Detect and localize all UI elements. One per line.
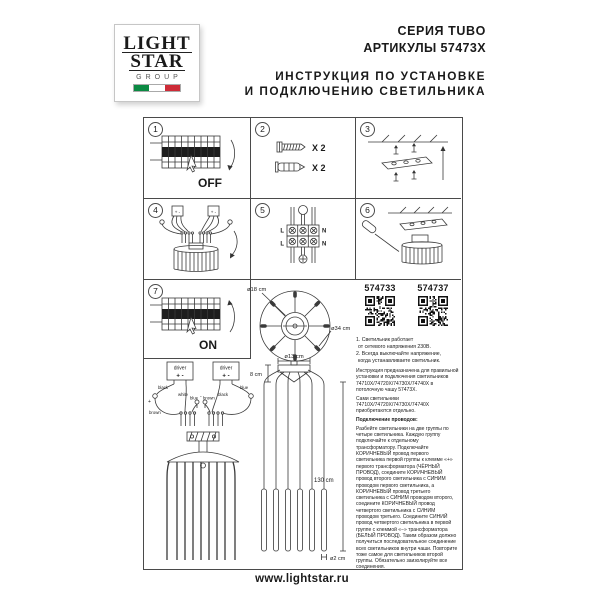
qr-code-icon xyxy=(418,296,448,326)
step-4-number: 4 xyxy=(148,203,163,218)
plus-label: + xyxy=(148,399,151,405)
step-5-cell xyxy=(251,199,356,280)
wire-label: white xyxy=(178,392,189,397)
step-4-cell xyxy=(144,199,251,280)
installation-instructions xyxy=(356,368,459,573)
length-label: 130 cm xyxy=(314,478,334,484)
arrow-up-icon xyxy=(441,146,446,151)
minus-label: - xyxy=(200,394,202,400)
instruction-paragraph: Подключение проводов: xyxy=(356,417,418,424)
note-line: когда устанавливаете светильник. xyxy=(358,358,441,364)
instruction-paragraph: Сами светильники 74710X/74720X/74730X/74740X приобретаются отдельно. xyxy=(356,395,430,415)
step-1-cell xyxy=(144,118,251,199)
canopy-icon xyxy=(402,242,442,248)
polarity-label: + - xyxy=(174,209,181,215)
instruction-paragraph: Разбейте светильники на две группы по четыре светильника. Каждую группу подключайте к отдельному трансформатору. Подключайте КОРИЧНЕВЫЙ провод первого светильника первой группы к клемме «+» первого трансформатора (ЧЁРНЫЙ ПРОВОД), соедините КОРИЧНЕВЫЙ провод второго светильника с СИНИМ проводом первого светильника, а КОРИЧНЕВЫЙ провод третьего светильника с СИНИМ проводом второго, соедините КОРИЧНЕВЫЙ провод четвертого светильника с СИНИМ проводом третьего. Соедините СИНИЙ провод четвертого светильника в первой группе с клеммой «−» трансформатора (БЕЛЫЙ ПРОВОД). Таким образом должно получиться последовательное соединение всех светильников внутри чаши. Повторите тоже самое для светильников второй группы. Обязательно заизолируйте все соединения. xyxy=(356,425,458,571)
step-7-number: 7 xyxy=(148,284,163,299)
article-code-left: 574733 xyxy=(364,283,396,293)
pendant-dimensions-diagram xyxy=(250,351,356,565)
header-text xyxy=(245,24,486,99)
line-label: L xyxy=(280,228,284,235)
polarity-label: + - xyxy=(176,373,184,380)
step-5-number: 5 xyxy=(255,203,270,218)
wire-label: brown xyxy=(149,410,161,415)
step-3-number: 3 xyxy=(360,122,375,137)
off-label: OFF xyxy=(198,176,222,190)
screwdriver-icon xyxy=(361,219,377,234)
website-url: www.lightstar.ru xyxy=(255,573,349,585)
dowels-qty-label: X 2 xyxy=(312,163,326,173)
driver-label: driver xyxy=(173,365,187,372)
cup-height-label: 8 cm xyxy=(250,372,262,378)
line-label: L xyxy=(280,241,284,248)
outer-diameter-label: ø34 cm xyxy=(331,326,351,332)
step-2-cell xyxy=(251,118,356,199)
instruction-paragraph: Инструкция предназначена для правильной установки и подключения светильников 74710X/74720X/74730X/74740X в потолочную чашу 57473X. xyxy=(356,368,459,393)
driver-label: driver xyxy=(219,365,233,372)
wire-label: black xyxy=(158,385,169,390)
italian-flag-icon xyxy=(133,84,181,92)
polarity-label: + - xyxy=(222,373,230,380)
neutral-label: N xyxy=(322,228,327,235)
lightstar-logo xyxy=(114,24,200,102)
safety-notes xyxy=(356,337,459,365)
driver-wiring-diagram xyxy=(147,358,259,563)
note-line: 2. Всегда выключайте напряжение, xyxy=(356,351,442,357)
qr-code-block xyxy=(355,283,461,326)
step-2-number: 2 xyxy=(255,122,270,137)
canopy-dome-icon xyxy=(167,452,239,462)
qr-code-icon xyxy=(365,296,395,326)
inner-diameter-label: ø18 cm xyxy=(247,287,267,293)
arrow-icon xyxy=(230,253,235,259)
neutral-label: N xyxy=(322,241,327,248)
mounting-bracket-icon xyxy=(382,157,432,169)
series-label: СЕРИЯ TUBO xyxy=(397,24,486,38)
screws-qty-label: X 2 xyxy=(312,143,326,153)
logo-word-light: LIGHT xyxy=(123,32,191,54)
note-line: 1. Светильник работает xyxy=(356,337,414,343)
instruction-title-line1: ИНСТРУКЦИЯ ПО УСТАНОВКЕ xyxy=(275,69,486,83)
tube-diameter-label: ø2 cm xyxy=(330,556,346,562)
wire-label: brown xyxy=(203,395,215,401)
cup-diameter-label: ø13 cm xyxy=(284,354,304,360)
instruction-title-line2: И ПОДКЛЮЧЕНИЮ СВЕТИЛЬНИКА xyxy=(244,84,486,98)
wire-label: black xyxy=(218,392,229,397)
logo-word-group: GROUP xyxy=(136,73,182,81)
on-label: ON xyxy=(199,338,217,352)
articles-label: АРТИКУЛЫ 57473X xyxy=(363,41,486,55)
instruction-frame xyxy=(143,117,463,570)
logo-word-star: STAR xyxy=(130,50,184,72)
step-6-number: 6 xyxy=(360,203,375,218)
step-1-number: 1 xyxy=(148,122,163,137)
polarity-label: + - xyxy=(210,209,217,215)
article-code-right: 574737 xyxy=(417,283,449,293)
wire-label: blue xyxy=(240,385,249,390)
note-line: от сетевого напряжения 230В. xyxy=(358,344,431,350)
wire-label: blue xyxy=(190,395,199,401)
step-7-cell xyxy=(144,280,251,359)
step-6-cell xyxy=(356,199,461,280)
step-3-cell xyxy=(356,118,461,199)
